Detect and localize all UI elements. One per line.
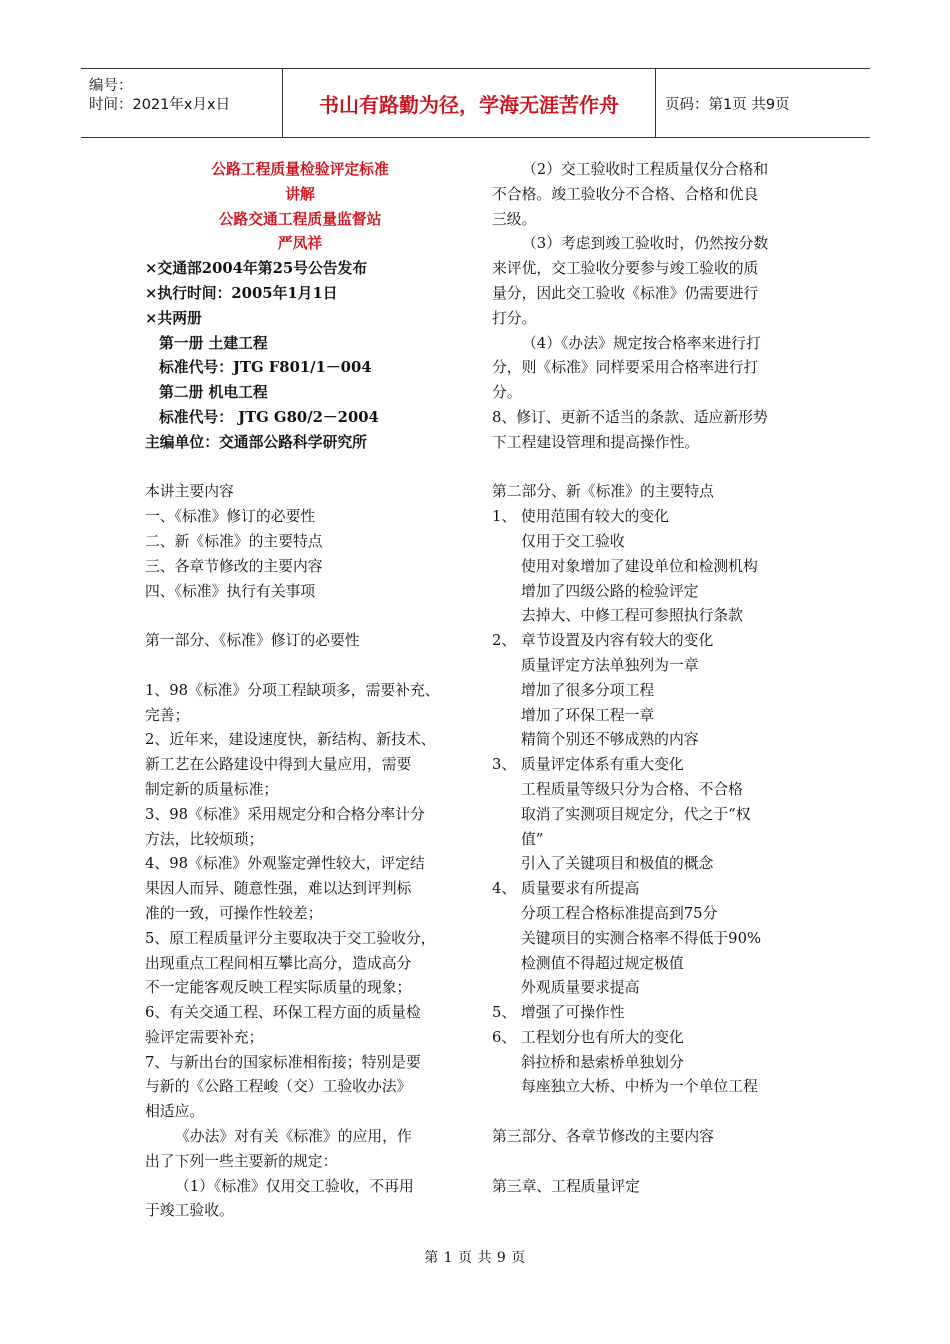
feature-item: 1、 使用范围有较大的变化 xyxy=(492,508,669,526)
rules-line: 不合格。竣工验收分不合格、合格和优良 xyxy=(492,185,759,203)
rules-line: 8、修订、更新不适当的条款、适应新形势 xyxy=(492,408,768,426)
rule-item: 于竣工验收。 xyxy=(145,1202,234,1220)
part1-line: 不一定能客观反映工程实际质量的现象； xyxy=(145,979,412,997)
part1-line: 完善； xyxy=(145,706,190,724)
part2-heading: 第二部分、新《标准》的主要特点 xyxy=(492,483,714,501)
rules-line: 量分，因此交工验收《标准》仍需要进行 xyxy=(492,284,759,302)
outline-item: 二、新《标准》的主要特点 xyxy=(145,532,323,550)
part2-list xyxy=(492,505,810,1100)
meta-line: 第二册 机电工程 xyxy=(159,384,268,402)
part1-heading: 第一部分、《标准》修订的必要性 xyxy=(145,632,360,650)
header-motto-cell xyxy=(283,69,656,137)
right-column xyxy=(492,158,810,1199)
doc-organization: 公路交通工程质量监督站 xyxy=(218,210,382,228)
feature-subitem: 增加了环保工程一章 xyxy=(521,706,655,724)
outline-item: 四、《标准》执行有关事项 xyxy=(145,582,316,600)
rules-line: 三级。 xyxy=(492,210,537,228)
feature-subitem: 引入了关键项目和极值的概念 xyxy=(521,855,714,873)
feature-subitem: 值” xyxy=(521,830,544,848)
doc-author: 严凤祥 xyxy=(277,235,323,253)
meta-line: ×共两册 xyxy=(145,309,202,327)
feature-subitem: 质量评定方法单独列为一章 xyxy=(521,656,699,674)
header-page-info: 页码：第1页 共9页 xyxy=(665,96,790,113)
meta-line: 主编单位：交通部公路科学研究所 xyxy=(145,433,367,451)
page-footer: 第 1 页 共 9 页 xyxy=(424,1250,526,1266)
rules-line: （3）考虑到竣工验收时，仍然按分数 xyxy=(522,235,769,253)
rules-line: （4）《办法》规定按合格率来进行打 xyxy=(522,334,761,352)
meta-line: ×交通部2004年第25号公告发布 xyxy=(145,260,368,278)
rules-line: 来评优，交工验收分要参与竣工验收的质 xyxy=(492,260,759,278)
feature-subitem: 关键项目的实测合格率不得低于90% xyxy=(521,929,762,947)
rules-line: 下工程建设管理和提高操作性。 xyxy=(492,433,700,451)
rule-item: （1）《标准》仅用交工验收，不再用 xyxy=(175,1177,414,1195)
outline-title: 本讲主要内容 xyxy=(145,483,234,501)
feature-subitem: 分项工程合格标准提高到75分 xyxy=(521,904,718,922)
feature-item: 4、 质量要求有所提高 xyxy=(492,880,640,898)
feature-subitem: 每座独立大桥、中桥为一个单位工程 xyxy=(521,1078,758,1096)
outline-item: 一、《标准》修订的必要性 xyxy=(145,508,316,526)
part1-line: 5、原工程质量评分主要取决于交工验收分， xyxy=(145,929,436,947)
part1-line: 出现重点工程间相互攀比高分，造成高分 xyxy=(145,954,412,972)
feature-item: 6、 工程划分也有所大的变化 xyxy=(492,1028,684,1046)
feature-subitem: 增加了四级公路的检验评定 xyxy=(521,582,699,600)
meta-line: 标准代号：JTG F801/1－004 xyxy=(159,359,372,377)
feature-subitem: 取消了实测项目规定分，代之于“权 xyxy=(521,805,751,823)
feature-subitem: 外观质量要求提高 xyxy=(521,979,640,997)
document-time-label: 时间：2021年x月x日 xyxy=(89,97,231,113)
part1-line: 2、近年来，建设速度快，新结构、新技术、 xyxy=(145,731,436,749)
part1-line: 相适应。 xyxy=(145,1103,205,1121)
part1-line: 7、与新出台的国家标准相衔接；特别是要 xyxy=(145,1053,421,1071)
feature-item: 3、 质量评定体系有重大变化 xyxy=(492,756,684,774)
part1-line: 果因人而异、随意性强，难以达到评判标 xyxy=(145,880,412,898)
header-motto: 书山有路勤为径，学海无涯苦作舟 xyxy=(319,92,619,117)
feature-subitem: 检测值不得超过规定极值 xyxy=(521,954,684,972)
method-paragraph: 出了下列一些主要新的规定： xyxy=(145,1152,338,1170)
part1-line: 方法，比较烦琐； xyxy=(145,830,264,848)
feature-subitem: 仅用于交工验收 xyxy=(521,532,625,550)
feature-item: 2、 章节设置及内容有较大的变化 xyxy=(492,632,714,650)
rules-line: 分，则《标准》同样要采用合格率进行打 xyxy=(492,359,759,377)
left-column xyxy=(145,158,475,1224)
outline-item: 三、各章节修改的主要内容 xyxy=(145,557,323,575)
feature-subitem: 增加了很多分项工程 xyxy=(521,681,655,699)
method-paragraph: 《办法》对有关《标准》的应用，作 xyxy=(175,1128,412,1146)
feature-subitem: 工程质量等级只分为合格、不合格 xyxy=(521,780,743,798)
part1-list xyxy=(145,679,475,1125)
rules-line: （2）交工验收时工程质量仅分合格和 xyxy=(522,161,769,178)
meta-line: 第一册 土建工程 xyxy=(159,334,268,352)
header-meta-cell xyxy=(81,69,283,137)
rules-line: 打分。 xyxy=(492,309,537,327)
feature-subitem: 使用对象增加了建设单位和检测机构 xyxy=(521,557,758,575)
feature-subitem: 斜拉桥和悬索桥单独划分 xyxy=(521,1053,684,1071)
chapter3-heading: 第三章、工程质量评定 xyxy=(492,1177,640,1195)
feature-item: 5、 增强了可操作性 xyxy=(492,1004,625,1022)
meta-line: 标准代号： JTG G80/2－2004 xyxy=(159,408,379,426)
doc-title: 公路工程质量检验评定标准 xyxy=(211,161,389,178)
rules-continued xyxy=(492,158,810,456)
document-number-label: 编号： xyxy=(89,78,133,94)
part1-line: 3、98《标准》采用规定分和合格分率计分 xyxy=(145,805,425,823)
part1-line: 4、98《标准》外观鉴定弹性较大，评定结 xyxy=(145,855,425,873)
part1-line: 制定新的质量标准； xyxy=(145,780,279,798)
meta-line: ×执行时间：2005年1月1日 xyxy=(145,284,338,302)
part1-line: 与新的《公路工程峻（交）工验收办法》 xyxy=(145,1078,412,1096)
part1-line: 6、有关交通工程、环保工程方面的质量检 xyxy=(145,1004,421,1022)
page-header xyxy=(81,68,870,138)
part1-line: 验评定需要补充； xyxy=(145,1028,264,1046)
rules-line: 分。 xyxy=(492,384,522,402)
part3-heading: 第三部分、各章节修改的主要内容 xyxy=(492,1128,714,1146)
part1-line: 1、98《标准》分项工程缺项多，需要补充、 xyxy=(145,681,440,699)
doc-subtitle: 讲解 xyxy=(285,185,315,203)
part1-line: 新工艺在公路建设中得到大量应用，需要 xyxy=(145,756,412,774)
feature-subitem: 精简个别还不够成熟的内容 xyxy=(521,731,699,749)
part1-line: 准的一致，可操作性较差； xyxy=(145,904,323,922)
feature-subitem: 去掉大、中修工程可参照执行条款 xyxy=(521,607,743,625)
